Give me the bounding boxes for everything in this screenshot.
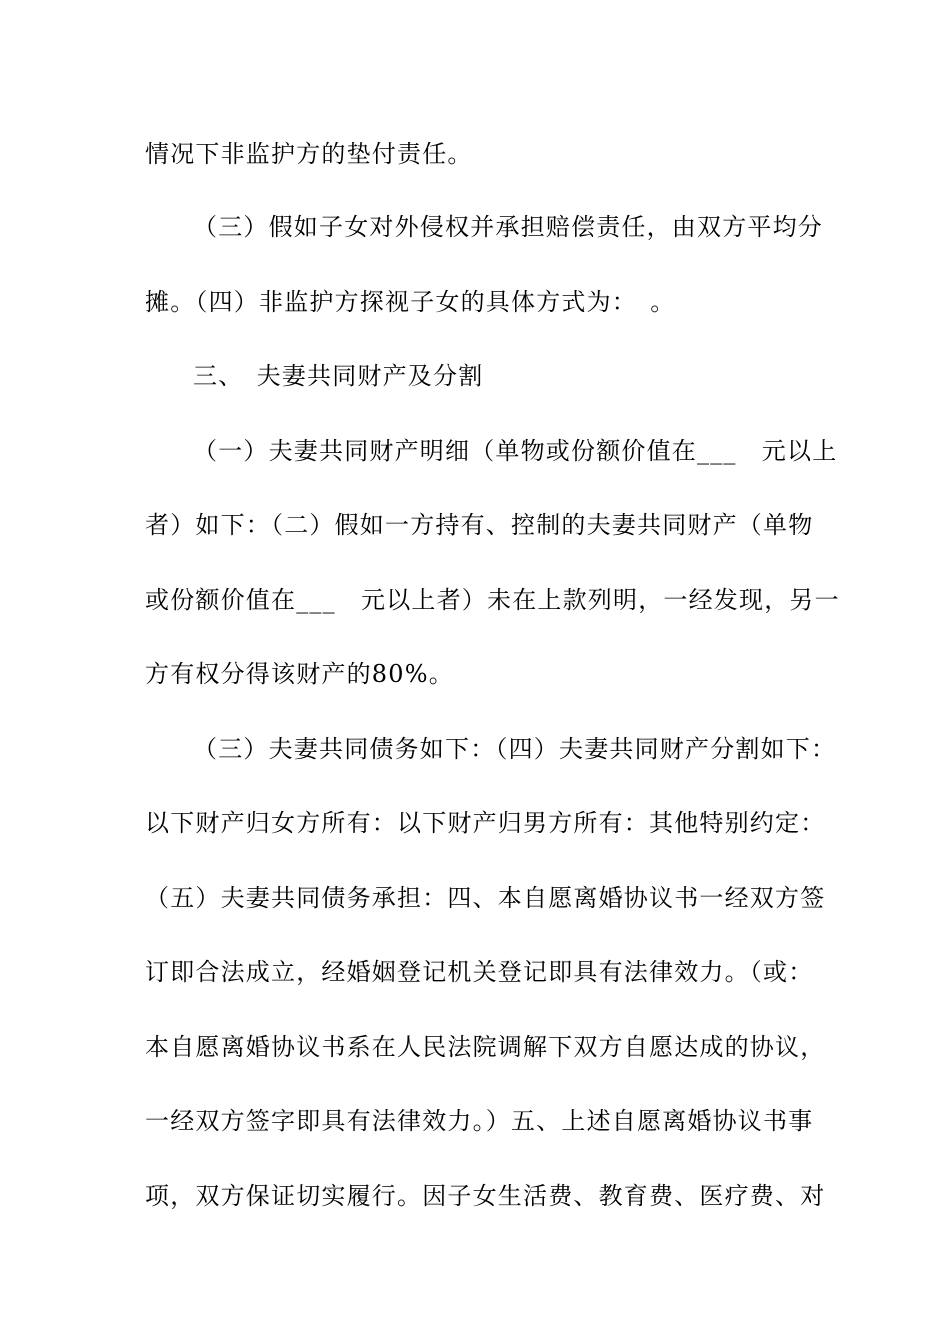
section-heading: 三、 夫妻共同财产及分割 — [193, 362, 484, 390]
text-line: 摊。（四）非监护方探视子女的具体方式为： 。 — [145, 288, 676, 316]
text-line: （五）夫妻共同债务承担：四、本自愿离婚协议书一经双方签 — [145, 884, 826, 912]
text-line: 订即合法成立，经婚姻登记机关登记即具有法律效力。（或： — [145, 958, 814, 986]
text-line: 情况下非监护方的垫付责任。 — [145, 140, 473, 168]
text-line: （三）夫妻共同债务如下：（四）夫妻共同财产分割如下： — [193, 735, 837, 763]
text-line: 者）如下：（二）假如一方持有、控制的夫妻共同财产（单物 — [145, 511, 814, 539]
text-line: （一）夫妻共同财产明细（单物或份额价值在___ 元以上 — [193, 437, 838, 465]
text-line: 或份额价值在___ 元以上者）未在上款列明，一经发现，另一 — [145, 586, 840, 614]
text-line: （三）假如子女对外侵权并承担赔偿责任，由双方平均分 — [193, 213, 823, 241]
text-line: 项，双方保证切实履行。因子女生活费、教育费、医疗费、对 — [145, 1182, 826, 1210]
text-line: 方有权分得该财产的80%。 — [145, 660, 454, 688]
text-line: 以下财产归女方所有：以下财产归男方所有：其他特别约定： — [145, 809, 826, 837]
text-line: 本自愿离婚协议书系在人民法院调解下双方自愿达成的协议， — [145, 1033, 826, 1061]
text-line: 一经双方签字即具有法律效力。）五、上述自愿离婚协议书事 — [145, 1107, 814, 1135]
